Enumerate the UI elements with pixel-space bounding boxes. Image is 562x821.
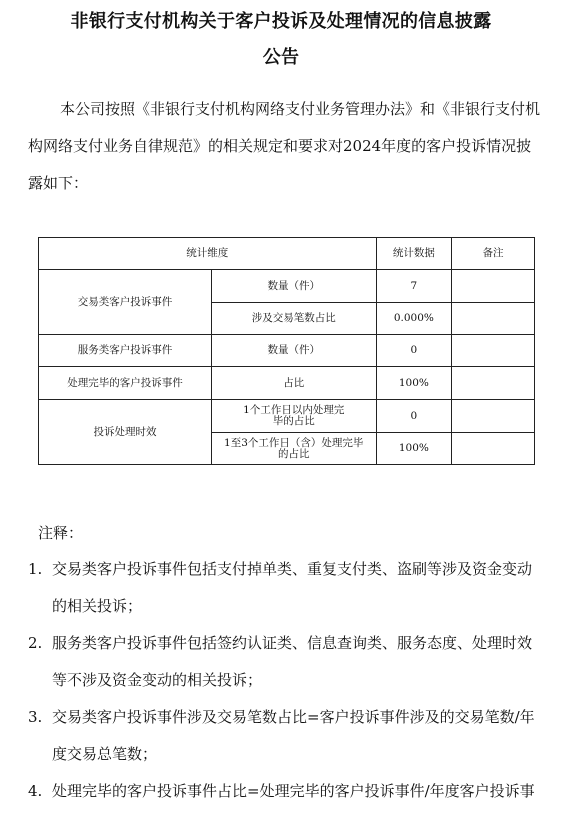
remark-cell xyxy=(452,270,535,303)
page-title: 非银行支付机构关于客户投诉及处理情况的信息披露 xyxy=(70,11,492,32)
intro-text: 本公司按照《非银行支付机构网络支付业务管理办法》和《非银行支付机构网络支付业务自律规范》的相关规定和要求对2024年度的客户投诉情况披露如下： xyxy=(28,100,541,192)
trade-category-cell: 交易类客户投诉事件 xyxy=(39,270,212,335)
table-row xyxy=(39,367,535,400)
service-count-label: 数量（件） xyxy=(211,335,376,367)
time-category-cell: 投诉处理时效 xyxy=(39,400,212,465)
trade-count-label: 数量（件） xyxy=(211,270,376,303)
page-subtitle: 公告 xyxy=(262,47,300,68)
header-remark: 备注 xyxy=(452,238,535,270)
remark-cell xyxy=(452,367,535,400)
note-item xyxy=(28,551,540,625)
intro-paragraph xyxy=(28,91,540,202)
header-data: 统计数据 xyxy=(376,238,452,270)
time-3day-value: 100% xyxy=(376,433,452,465)
service-count-value: 0 xyxy=(376,335,452,367)
remark-cell xyxy=(452,303,535,335)
done-ratio-value: 100% xyxy=(376,367,452,400)
note-text: 交易类客户投诉事件涉及交易笔数占比=客户投诉事件涉及的交易笔数/年度交易总笔数； xyxy=(52,708,535,763)
table-row xyxy=(39,270,535,303)
header-dimension: 统计维度 xyxy=(39,238,377,270)
done-ratio-label: 占比 xyxy=(211,367,376,400)
note-item xyxy=(28,773,540,813)
service-category-cell: 服务类客户投诉事件 xyxy=(39,335,212,367)
trade-ratio-value: 0.000% xyxy=(376,303,452,335)
remark-cell xyxy=(452,335,535,367)
table-row xyxy=(39,335,535,367)
note-text: 服务类客户投诉事件包括签约认证类、信息查询类、服务态度、处理时效等不涉及资金变动的相关投诉； xyxy=(52,634,533,689)
time-1day-value: 0 xyxy=(376,400,452,433)
table-row xyxy=(39,400,535,433)
time-3day-label: 1至3个工作日（含）处理完毕的占比 xyxy=(211,433,376,465)
trade-ratio-label: 涉及交易笔数占比 xyxy=(211,303,376,335)
complaint-stats-table xyxy=(38,237,535,465)
note-number: 3. xyxy=(28,708,43,726)
time-1day-label: 1个工作日以内处理完毕的占比 xyxy=(211,400,376,433)
done-category-cell: 处理完毕的客户投诉事件 xyxy=(39,367,212,400)
note-item xyxy=(28,699,540,773)
remark-cell xyxy=(452,400,535,433)
note-number: 1. xyxy=(28,560,43,578)
notes-heading: 注释： xyxy=(38,524,84,542)
note-text: 处理完毕的客户投诉事件占比=处理完毕的客户投诉事件/年度客户投诉事 xyxy=(52,782,535,800)
note-item xyxy=(28,625,540,699)
table-header-row xyxy=(39,238,535,270)
trade-count-value: 7 xyxy=(376,270,452,303)
note-number: 2. xyxy=(28,634,43,652)
remark-cell xyxy=(452,433,535,465)
note-number: 4. xyxy=(28,782,43,800)
note-text: 交易类客户投诉事件包括支付掉单类、重复支付类、盗刷等涉及资金变动的相关投诉； xyxy=(52,560,533,615)
